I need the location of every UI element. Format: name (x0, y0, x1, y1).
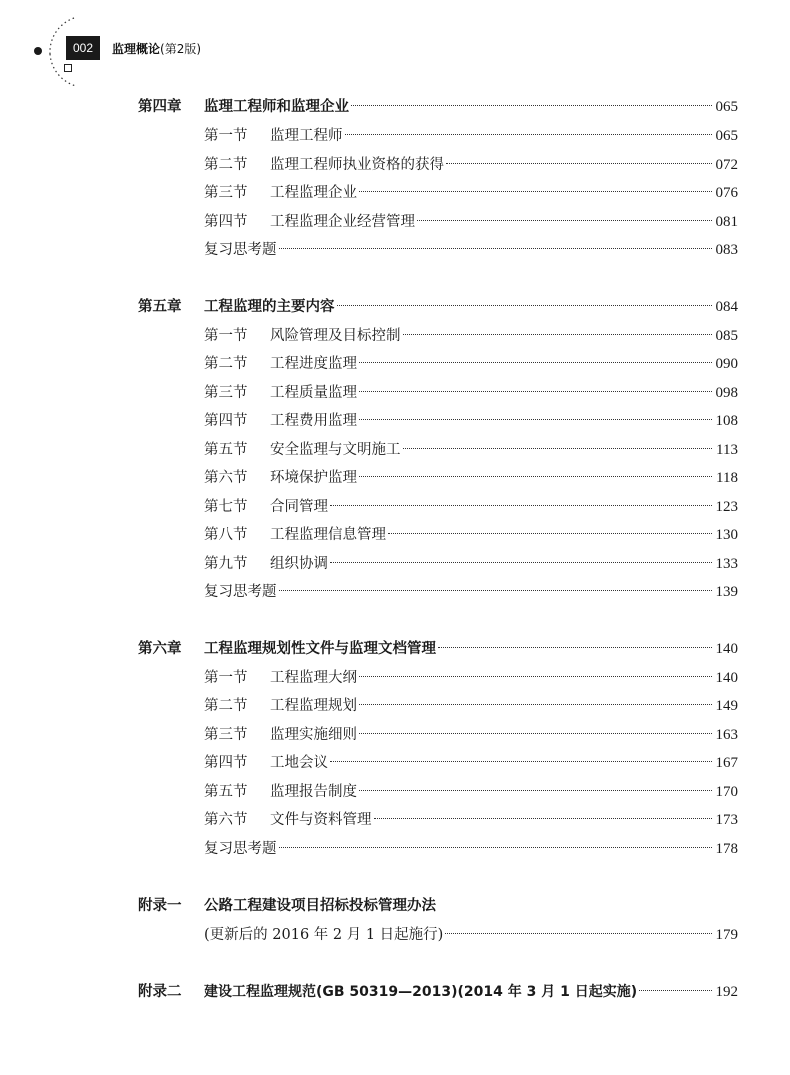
section-label: 第九节 (204, 556, 248, 572)
book-edition: (第2版) (160, 42, 202, 56)
toc-review-questions[interactable] (204, 580, 738, 604)
dot-leader (351, 104, 712, 106)
section-title: 工程进度监理 (270, 356, 357, 372)
chapter-title: 工程监理的主要内容 (204, 299, 335, 315)
dot-leader (359, 789, 712, 791)
dot-leader (359, 418, 712, 420)
page-number-box: 002 (66, 36, 100, 60)
section-title: 合同管理 (270, 499, 328, 515)
appendix-title: 建设工程监理规范(GB 50319—2013)(2014 年 3 月 1 日起实施) (204, 984, 638, 1000)
page-ref: 140 (715, 670, 738, 686)
section-label: 第一节 (204, 670, 248, 686)
dot-leader (359, 361, 712, 363)
dot-leader (388, 532, 712, 534)
dot-leader (359, 190, 712, 192)
page-ref: 170 (715, 784, 738, 800)
section-title: 风险管理及目标控制 (270, 328, 401, 344)
section-title: 监理报告制度 (270, 784, 357, 800)
page-ref: 098 (715, 385, 738, 401)
section-title: 组织协调 (270, 556, 328, 572)
section-title: 工程监理规划 (270, 698, 357, 714)
toc-section[interactable] (204, 723, 738, 747)
chapter-label: 第五章 (138, 299, 182, 315)
page-ref: 083 (715, 242, 738, 258)
page-ref: 072 (715, 157, 738, 173)
dot-leader (359, 703, 712, 705)
page-ref: 085 (715, 328, 738, 344)
book-title: 监理概论 (112, 42, 161, 56)
chapter-label: 第六章 (138, 641, 182, 657)
dot-leader (438, 646, 712, 648)
dot-leader (446, 162, 712, 164)
toc-appendix-2[interactable] (138, 980, 738, 1004)
toc-chapter-5[interactable] (138, 295, 738, 319)
section-label: 第四节 (204, 214, 248, 230)
section-title: 安全监理与文明施工 (270, 442, 401, 458)
toc-chapter-6[interactable] (138, 637, 738, 661)
dot-leader (345, 133, 712, 135)
dot-leader (403, 447, 713, 449)
dot-leader (374, 817, 712, 819)
page-ref: 090 (715, 356, 738, 372)
toc-section[interactable] (204, 666, 738, 690)
dot-leader (330, 504, 712, 506)
page-ref: 108 (715, 413, 738, 429)
section-title: 监理工程师 (270, 128, 343, 144)
toc-chapter-4[interactable] (138, 95, 738, 119)
dot-leader (359, 675, 712, 677)
toc-review-questions[interactable] (204, 837, 738, 861)
section-label: 第一节 (204, 128, 248, 144)
dot-leader (330, 561, 712, 563)
page-ref: 130 (715, 527, 738, 543)
section-label: 第三节 (204, 185, 248, 201)
page-ref: 192 (715, 984, 738, 1000)
section-title: 工程质量监理 (270, 385, 357, 401)
toc-section[interactable] (204, 495, 738, 519)
section-label: 第六节 (204, 470, 248, 486)
toc-review-questions[interactable] (204, 238, 738, 262)
section-label: 第二节 (204, 356, 248, 372)
review-title: 复习思考题 (204, 841, 277, 857)
dot-leader (639, 989, 711, 991)
appendix-label: 附录二 (138, 984, 182, 1000)
section-label: 第四节 (204, 413, 248, 429)
page-ref: 084 (715, 299, 738, 315)
toc-appendix-1-subtitle[interactable] (204, 923, 738, 947)
page-ref: 076 (715, 185, 738, 201)
toc-section[interactable] (204, 352, 738, 376)
section-label: 第一节 (204, 328, 248, 344)
section-title: 工地会议 (270, 755, 328, 771)
section-title: 监理工程师执业资格的获得 (270, 157, 444, 173)
dot-leader (403, 333, 712, 335)
toc-section[interactable] (204, 324, 738, 348)
page-ref: 140 (715, 641, 738, 657)
page-ref: 139 (715, 584, 738, 600)
toc-section[interactable] (204, 751, 738, 775)
section-label: 第二节 (204, 698, 248, 714)
toc-section[interactable] (204, 523, 738, 547)
toc-section[interactable] (204, 552, 738, 576)
page-ref: 118 (716, 470, 738, 486)
dot-leader (337, 304, 712, 306)
review-title: 复习思考题 (204, 242, 277, 258)
section-label: 第八节 (204, 527, 248, 543)
dot-leader (359, 475, 712, 477)
toc-section[interactable] (204, 409, 738, 433)
page-ref: 081 (715, 214, 738, 230)
dot-leader (330, 760, 712, 762)
section-label: 第七节 (204, 499, 248, 515)
page-ref: 167 (715, 755, 738, 771)
chapter-title: 工程监理规划性文件与监理文档管理 (204, 641, 436, 657)
page-ref: 179 (715, 927, 738, 943)
section-label: 第五节 (204, 784, 248, 800)
section-title: 环境保护监理 (270, 470, 357, 486)
page-ref: 065 (715, 99, 738, 115)
section-label: 第四节 (204, 755, 248, 771)
review-title: 复习思考题 (204, 584, 277, 600)
section-title: 工程监理信息管理 (270, 527, 386, 543)
page-ref: 065 (715, 128, 738, 144)
page-ref: 113 (716, 442, 738, 458)
toc-section[interactable] (204, 124, 738, 148)
appendix-label: 附录一 (138, 898, 182, 914)
section-label: 第三节 (204, 385, 248, 401)
section-label: 第六节 (204, 812, 248, 828)
appendix-title: 公路工程建设项目招标投标管理办法 (204, 898, 436, 914)
toc-section[interactable] (204, 381, 738, 405)
toc-section[interactable] (204, 153, 738, 177)
dot-leader (359, 390, 712, 392)
dot-leader (417, 219, 712, 221)
section-title: 工程费用监理 (270, 413, 357, 429)
toc-section[interactable] (204, 181, 738, 205)
page-ref: 133 (715, 556, 738, 572)
page-ref: 178 (715, 841, 738, 857)
section-title: 监理实施细则 (270, 727, 357, 743)
appendix-subtitle: (更新后的 2016 年 2 月 1 日起施行) (204, 927, 444, 943)
chapter-title: 监理工程师和监理企业 (204, 99, 349, 115)
dot-leader (359, 732, 712, 734)
toc-section[interactable] (204, 808, 738, 832)
chapter-label: 第四章 (138, 99, 182, 115)
section-label: 第二节 (204, 157, 248, 173)
section-label: 第三节 (204, 727, 248, 743)
section-title: 文件与资料管理 (270, 812, 372, 828)
page-ref: 163 (715, 727, 738, 743)
section-title: 工程监理大纲 (270, 670, 357, 686)
section-title: 工程监理企业经营管理 (270, 214, 415, 230)
page-ref: 123 (715, 499, 738, 515)
toc-section[interactable] (204, 780, 738, 804)
dot-leader (279, 846, 712, 848)
page-ref: 149 (715, 698, 738, 714)
toc-section[interactable] (204, 466, 738, 490)
toc-section[interactable] (204, 210, 738, 234)
toc-appendix-1[interactable] (138, 894, 738, 918)
toc-section[interactable] (204, 694, 738, 718)
dot-leader (445, 932, 711, 934)
page-ref: 173 (715, 812, 738, 828)
dot-leader (279, 247, 712, 249)
section-title: 工程监理企业 (270, 185, 357, 201)
section-label: 第五节 (204, 442, 248, 458)
dot-leader (279, 589, 712, 591)
toc-section[interactable] (204, 438, 738, 462)
